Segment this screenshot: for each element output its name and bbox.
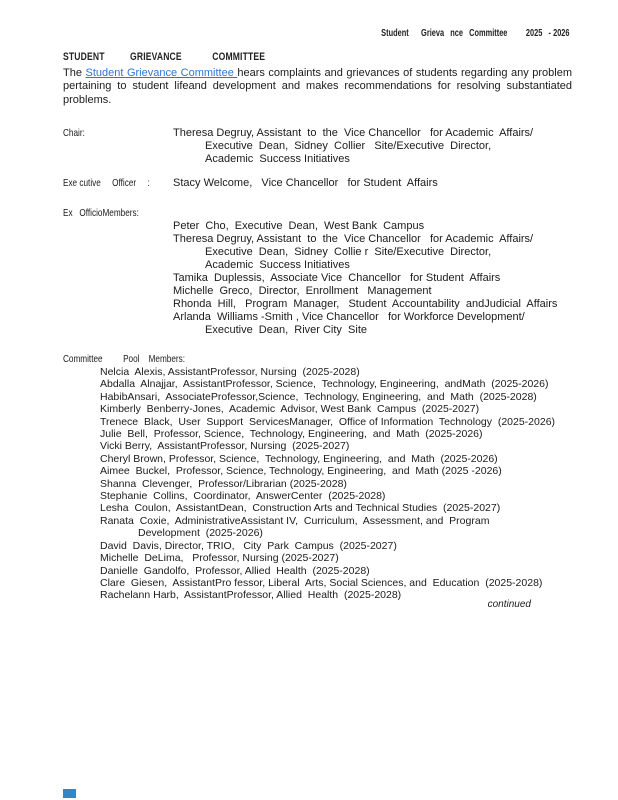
member-line: Nelcia Alexis, AssistantProfessor, Nursing (2025-2028): [100, 366, 360, 378]
chair-label: Chair:: [63, 127, 85, 139]
member-line: Stephanie Collins, Coordinator, AnswerCenter (2025-2028): [100, 490, 386, 503]
chair-line: Executive Dean, Sidney Collier Site/Executive Director,: [205, 140, 492, 152]
executive-officer-line: Stacy Welcome, Vice Chancellor for Student Affairs: [173, 177, 438, 189]
member-line: Aimee Buckel, Professor, Science, Technology, Engineering, and Math (2025 -2026): [100, 465, 502, 478]
intro-before-link: The: [63, 67, 86, 79]
ex-officio-line: Academic Success Initiatives: [205, 259, 350, 271]
ex-officio-line: Michelle Greco, Director, Enrollment Management: [173, 285, 432, 297]
member-line: Ranata Coxie, AdministrativeAssistant IV, Curriculum, Assessment, and Program: [100, 514, 490, 527]
executive-officer-label-cell: [63, 177, 173, 190]
continued-label: continued: [487, 599, 531, 610]
member-line: HabibAnsari, AssociateProfessor,Science, Technology, Engineering, and Math (2025-2028): [100, 390, 537, 403]
chair-value: [173, 127, 533, 166]
member-line: Shanna Clevenger, Professor/Librarian (2025-2028): [100, 477, 347, 490]
committee-pool-list: [100, 366, 555, 602]
ex-officio-label: Ex OfficioMembers:: [63, 207, 139, 219]
student-grievance-committee-link[interactable]: Student Grievance Committee: [85, 67, 238, 79]
member-line: Danielle Gandolfo, Professor, Allied Health (2025-2028): [100, 564, 370, 577]
ex-officio-line: Rhonda Hill, Program Manager, Student Accountability andJudicial Affairs: [173, 298, 558, 310]
executive-officer-label: Exe cutive Officer :: [63, 177, 150, 189]
footer-mark: [63, 789, 76, 798]
chair-label-cell: [63, 127, 173, 140]
member-line: Cheryl Brown, Professor, Science, Technology, Engineering, and Math (2025-2026): [100, 452, 498, 465]
member-line: Abdalla Alnajjar, AssistantProfessor, Science, Technology, Engineering, andMath (2025-2026): [100, 378, 549, 391]
chair-row: [63, 127, 533, 166]
page-title: [63, 51, 322, 63]
member-line: Clare Giesen, AssistantPro fessor, Liberal Arts, Social Sciences, and Education (2025-2028): [100, 576, 543, 589]
ex-officio-line: Tamika Duplessis, Associate Vice Chancellor for Student Affairs: [173, 272, 501, 284]
page-header-text: Student Grieva nce Committee 2025 - 2026: [381, 28, 570, 39]
chair-line: Theresa Degruy, Assistant to the Vice Chancellor for Academic Affairs/: [173, 127, 534, 139]
member-line: Kimberly Benberry-Jones, Academic Advisor, West Bank Campus (2025-2027): [100, 403, 480, 416]
member-line: Lesha Coulon, AssistantDean, Construction Arts and Technical Studies (2025-2027): [100, 502, 501, 515]
executive-officer-value: [173, 177, 438, 190]
committee-pool-label-cell: [63, 353, 219, 365]
committee-pool-label: Committee Pool Members:: [63, 353, 185, 365]
chair-line: Academic Success Initiatives: [205, 153, 350, 165]
page-title-text: STUDENT GRIEVANCE COMMITTEE: [63, 51, 266, 63]
member-line: Julie Bell, Professor, Science, Technology, Engineering, and Math (2025-2026): [100, 428, 483, 441]
ex-officio-label-cell: [63, 207, 160, 219]
executive-officer-row: [63, 177, 438, 190]
member-line: Vicki Berry, AssistantProfessor, Nursing (2025-2027): [100, 440, 350, 453]
intro-after-link: hears complaints and grievances of students regarding any problem pertaining to student lifeand development and makes recommendations for resolving substantiated problems.: [63, 67, 572, 106]
member-line: Development (2025-2026): [138, 527, 263, 540]
page-header: [315, 28, 570, 39]
member-line: Rachelann Harb, AssistantProfessor, Allied Health (2025-2028): [100, 589, 402, 602]
member-line: Michelle DeLima, Professor, Nursing (2025-2027): [100, 552, 339, 565]
intro-paragraph: [63, 67, 572, 107]
member-line: David Davis, Director, TRIO, City Park Campus (2025-2027): [100, 539, 397, 552]
ex-officio-line: Arlanda Williams -Smith , Vice Chancellor for Workforce Development/: [173, 311, 525, 323]
member-line: Trenece Black, User Support ServicesManager, Office of Information Technology (2025-2026): [100, 415, 556, 428]
ex-officio-line: Theresa Degruy, Assistant to the Vice Chancellor for Academic Affairs/: [173, 233, 534, 245]
ex-officio-list: [173, 220, 557, 337]
ex-officio-line: Executive Dean, River City Site: [205, 324, 368, 336]
ex-officio-line: Peter Cho, Executive Dean, West Bank Campus: [173, 220, 425, 232]
ex-officio-line: Executive Dean, Sidney Collie r Site/Executive Director,: [205, 246, 492, 258]
